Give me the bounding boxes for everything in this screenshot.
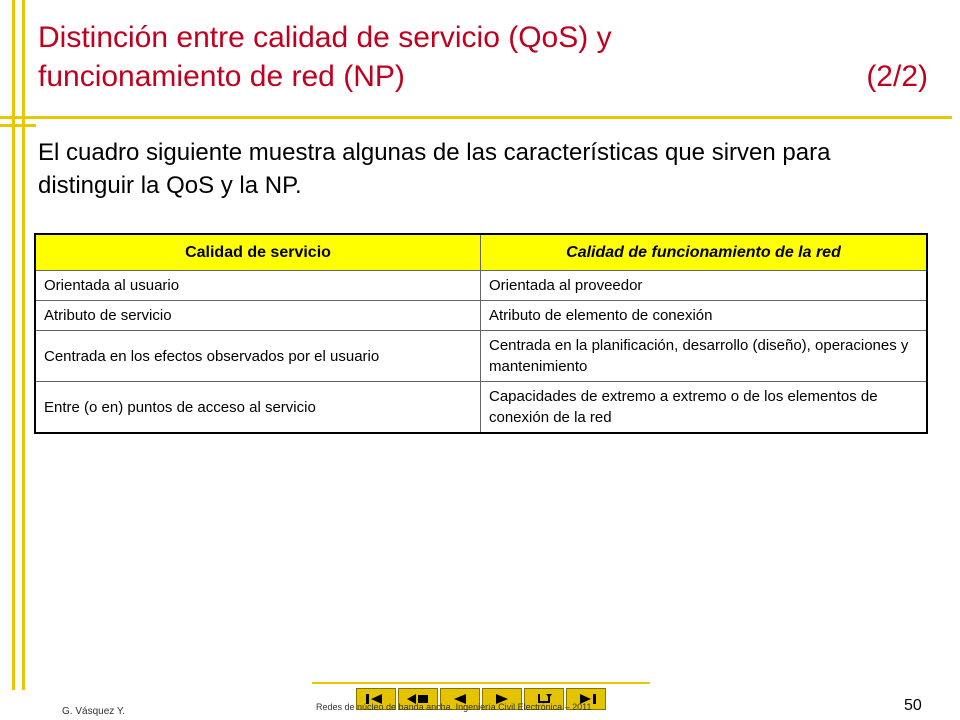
table-cell: Centrada en la planificación, desarrollo (diseño), operaciones y mantenimiento: [481, 331, 928, 382]
table-row: [35, 331, 927, 382]
accent-vertical-line-left: [12, 0, 15, 690]
footer-course: Redes de núcleo de banda ancha. Ingeniería Civil Electrónica – 2011: [316, 702, 592, 712]
table-row: [35, 382, 927, 434]
table-cell: Centrada en los efectos observados por el usuario: [35, 331, 481, 382]
table-cell: Entre (o en) puntos de acceso al servicio: [35, 382, 481, 434]
table-row: [35, 301, 927, 331]
header-qos: Calidad de servicio: [35, 234, 481, 271]
footer-author: G. Vásquez Y.: [62, 706, 126, 717]
slide-title-line1: Distinción entre calidad de servicio (QoS) y: [38, 21, 612, 54]
table-row: [35, 271, 927, 301]
slide-title: [38, 18, 928, 96]
page-number: 50: [904, 697, 922, 714]
header-np: Calidad de funcionamiento de la red: [481, 234, 928, 271]
table-cell: Atributo de servicio: [35, 301, 481, 331]
table-cell: Atributo de elemento de conexión: [481, 301, 928, 331]
accent-horizontal-line-bottom: [0, 124, 36, 127]
table-cell: Capacidades de extremo a extremo o de los elementos de conexión de la red: [481, 382, 928, 434]
qos-np-comparison-table: [34, 233, 928, 434]
nav-divider: [312, 682, 650, 684]
slide-part-indicator: (2/2): [866, 60, 928, 93]
table-header-row: [35, 234, 927, 271]
slide-title-line2: funcionamiento de red (NP): [38, 60, 405, 93]
table-cell: Orientada al usuario: [35, 271, 481, 301]
table-cell: Orientada al proveedor: [481, 271, 928, 301]
accent-vertical-line-right: [22, 0, 25, 690]
intro-text: El cuadro siguiente muestra algunas de las características que sirven para distinguir la QoS y la NP.: [38, 139, 831, 199]
accent-horizontal-line-top: [0, 116, 952, 119]
